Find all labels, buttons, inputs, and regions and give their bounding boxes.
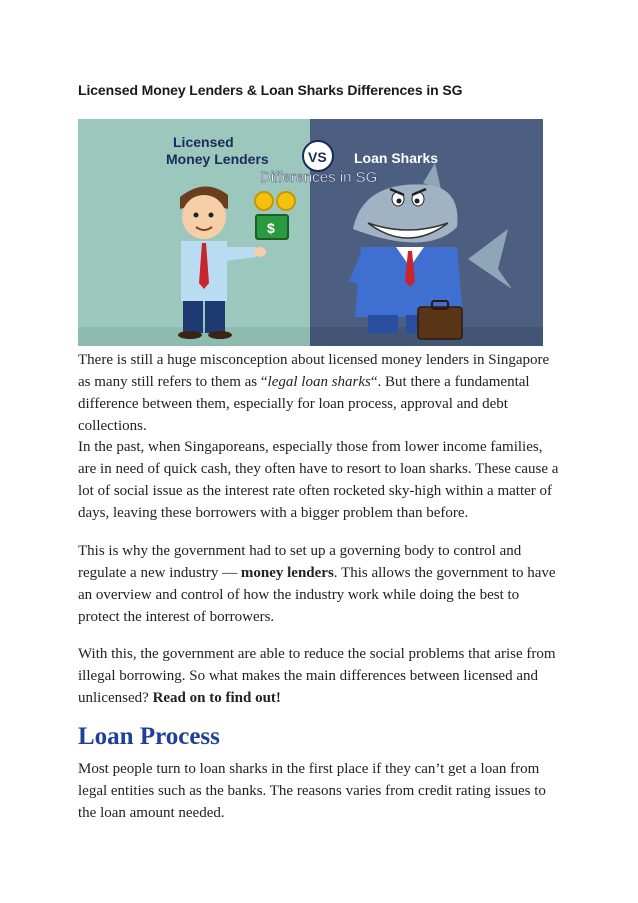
- hero-image: [78, 119, 543, 346]
- hero-left-title-1: Licensed: [173, 134, 234, 150]
- briefcase-icon: [418, 307, 462, 339]
- section-heading-loan-process: Loan Process: [78, 723, 220, 750]
- svg-text:$: $: [267, 220, 275, 236]
- paragraph-intro: There is still a huge misconception about licensed money lenders in Singapore as many still refers to them as “legal loan sharks“. But there a fundamental difference between them, especially for loan process, approval and debt collections.: [78, 352, 550, 434]
- paragraph-regulation: This is why the government had to set up a governing body to control and regulate a new industry — money lenders. This allows the government to have an overview and control of how the industry work while doing the best to protect the interest of borrowers.: [78, 543, 556, 625]
- hero-vs-text: VS: [308, 149, 327, 165]
- coin-icon: [277, 192, 295, 210]
- hero-subtitle: Differences in SG: [260, 169, 378, 186]
- paragraph-history: In the past, when Singaporeans, especially those from lower income families, are in need of quick cash, they often have to resort to loan sharks. These cause a lot of social issue as the interest rate often rocketed sky-high within a matter of days, leaving these borrowers with a bigger problem than before.: [78, 439, 559, 521]
- coin-icon: [255, 192, 273, 210]
- hero-right-title: Loan Sharks: [354, 150, 439, 166]
- hero-left-title-2: Money Lenders: [166, 151, 269, 167]
- page-title: Licensed Money Lenders & Loan Sharks Differences in SG: [78, 82, 463, 98]
- paragraph-loan-process: Most people turn to loan sharks in the first place if they can’t get a loan from legal entities such as the banks. The reasons varies from credit rating issues to the loan amount needed.: [78, 761, 546, 821]
- paragraph-differences: With this, the government are able to reduce the social problems that arise from illegal borrowing. So what makes the main differences between licensed and unlicensed? Read on to find out!: [78, 646, 556, 706]
